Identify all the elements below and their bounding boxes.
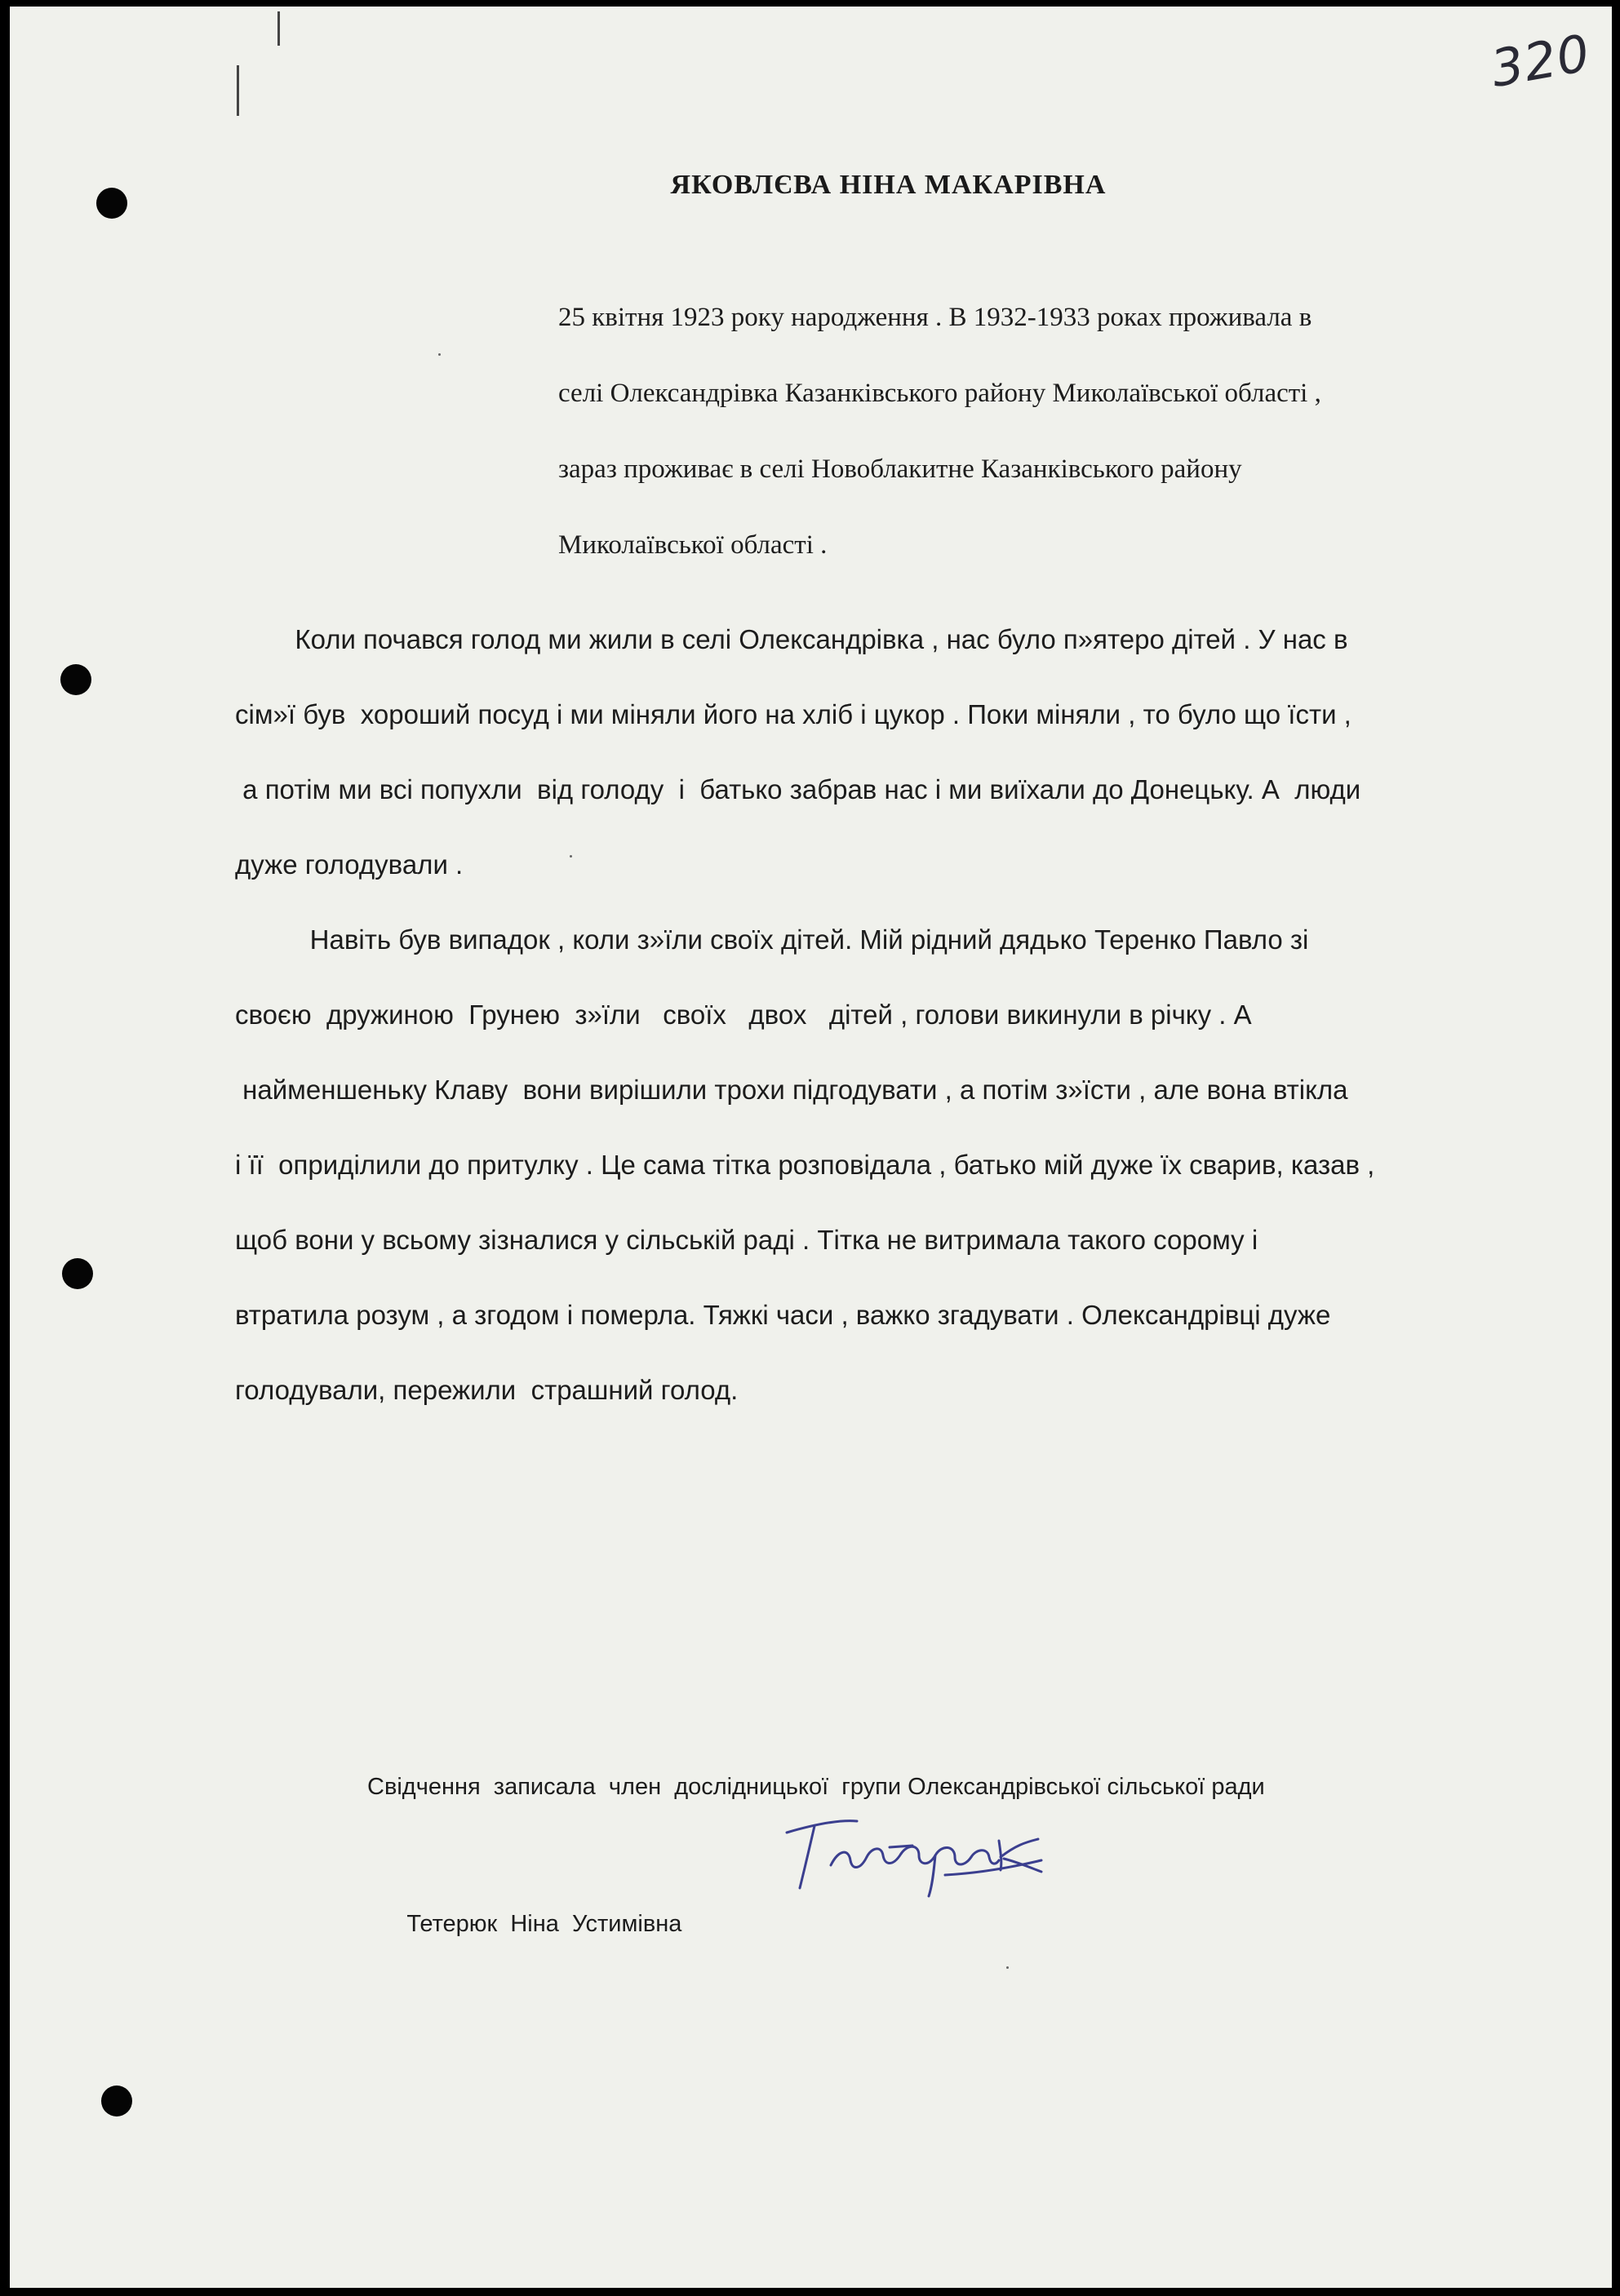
- recorder-name: Тетерюк Ніна Устимівна: [406, 1911, 682, 1937]
- body-line: а потім ми всі попухли від голоду і батько забрав нас і ми виїхали до Донецьку. А люди: [235, 774, 1361, 804]
- credit-line: Свідчення записала член дослідницької групи Олександрівської сільської ради: [367, 1774, 1265, 1800]
- page-number: 320: [1486, 23, 1595, 99]
- recorder-credit: [367, 1753, 1265, 2095]
- body-line: Навіть був випадок , коли з»їли своїх дітей. Мій рідний дядько Теренко Павло зі: [235, 924, 1309, 955]
- body-line: і її опридiлили до притулку . Це сама тітка розповідала , батько мій дуже їх сварив, казав ,: [235, 1150, 1375, 1180]
- bio-line: селі Олександрівка Казанківського району Миколаївської області ,: [558, 379, 1321, 408]
- bio-block: [558, 280, 1554, 583]
- bio-line: 25 квітня 1923 року народження . В 1932-1933 роках проживала в: [558, 303, 1312, 332]
- handwritten-signature: [782, 1808, 1051, 1898]
- bio-line: зараз проживає в селі Новоблакитне Казанківського району: [558, 454, 1242, 484]
- punch-hole: [62, 1258, 93, 1289]
- bio-line: Миколаївської області .: [558, 530, 828, 560]
- body-line: найменшеньку Клаву вони вирішили трохи підгодувати , а потім з»їсти , але вона втікла: [235, 1075, 1348, 1105]
- recorder-name-row: [367, 1821, 1265, 2095]
- signature-strokes: [787, 1821, 1041, 1896]
- punch-hole: [101, 2085, 132, 2116]
- testimony-body: [235, 602, 1573, 1428]
- body-line: голодували, пережили страшний голод.: [235, 1375, 739, 1405]
- body-line: сім»ї був хороший посуд і ми міняли його на хліб і цукор . Поки міняли , то було що їсти ,: [235, 699, 1351, 729]
- document-title: ЯКОВЛЄВА НІНА МАКАРІВНА: [670, 170, 1107, 200]
- scan-speck: [438, 353, 441, 356]
- document-page: [10, 7, 1612, 2288]
- body-line: дуже голодували .: [235, 849, 464, 880]
- body-line: Коли почався голод ми жили в селі Олександрівка , нас було п»ятеро дітей . У нас в: [235, 624, 1348, 654]
- body-line: щоб вони у всьому зізналися у сільській раді . Тітка не витримала такого сорому і: [235, 1225, 1258, 1255]
- body-line: втратила розум , а згодом і померла. Тяжкі часи , важко згадувати . Олександрівці дуже: [235, 1300, 1331, 1330]
- punch-hole: [60, 664, 91, 695]
- scan-mark: [237, 65, 239, 116]
- body-line: своєю дружиною Грунею з»їли своїх двох дітей , голови викинули в річку . А: [235, 1000, 1252, 1030]
- scan-mark: [277, 11, 280, 46]
